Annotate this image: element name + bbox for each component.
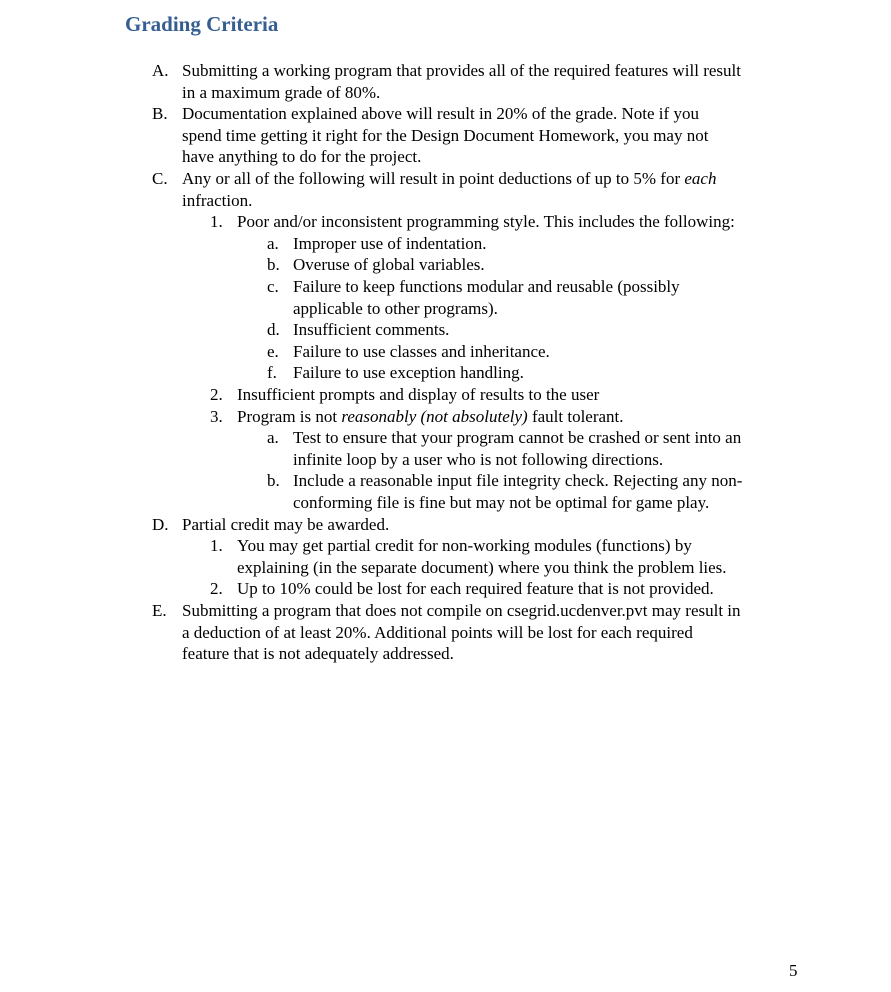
item-c1-text: Poor and/or inconsistent programming style. This includes the following: [237,212,735,232]
item-c1b-text: Overuse of global variables. [293,255,485,275]
item-e-line-1: Submitting a program that does not compile on csegrid.ucdenver.pvt may result in [182,601,741,620]
item-c1f-marker: f. [267,363,277,383]
item-d-line-1: Partial credit may be awarded. [182,514,390,534]
item-c3a-line-1: Test to ensure that your program cannot be crashed or sent into an [293,428,742,448]
item-c-line-1-text: Any or all of the following will result in point deductions of up to 5% for [182,169,685,188]
item-c1f-text: Failure to use exception handling. [293,363,524,383]
item-a-line-1: Submitting a working program that provides all of the required features will result [182,61,741,80]
page-number: 5 [789,961,798,980]
item-a-line-2: in a maximum grade of 80%. [182,82,381,102]
item-e-line-3: feature that is not adequately addressed. [182,644,454,664]
item-c3b-line-2: conforming file is fine but may not be optimal for game play. [293,493,710,512]
item-c3a-line-2: infinite loop by a user who is not following directions. [293,449,664,469]
item-c3-text-post: fault tolerant. [527,406,624,426]
item-c1c-line-1: Failure to keep functions modular and reusable (possibly [293,277,680,296]
item-c3-text-pre: Program is not [237,406,342,426]
item-c3a-marker: a. [267,428,279,448]
item-d1-marker: 1. [210,536,223,556]
item-c1e-marker: e. [267,341,279,361]
item-c3-text-emphasis: reasonably (not absolutely) [341,406,528,426]
item-b-line-3: have anything to do for the project. [182,147,422,167]
item-c1b-marker: b. [267,255,280,275]
item-b-line-1: Documentation explained above will result in 20% of the grade. Note if you [182,104,699,124]
item-c1-marker: 1. [210,212,223,232]
item-c1c-marker: c. [267,277,279,296]
item-b-line-2: spend time getting it right for the Design Document Homework, you may not [182,125,709,145]
item-c1a-text: Improper use of indentation. [293,233,487,253]
item-c1d-text: Insufficient comments. [293,320,450,340]
item-d2-marker: 2. [210,579,223,599]
item-c-marker: C. [152,169,168,188]
item-c1a-marker: a. [267,233,279,253]
item-c3-marker: 3. [210,406,223,426]
item-d-marker: D. [152,514,169,534]
item-c-line-1-emphasis: each [684,169,717,188]
item-a-marker: A. [152,61,169,80]
item-c2-marker: 2. [210,385,223,404]
item-c3-text [237,406,624,428]
item-d2-text: Up to 10% could be lost for each required feature that is not provided. [237,579,714,599]
item-c3b-marker: b. [267,471,280,491]
item-e-line-2: a deduction of at least 20%. Additional points will be lost for each required [182,622,693,642]
item-c2-text: Insufficient prompts and display of results to the user [237,385,600,404]
section-heading: Grading Criteria [125,12,279,36]
item-c3b-line-1: Include a reasonable input file integrity check. Rejecting any non- [293,471,743,491]
item-b-marker: B. [152,104,168,124]
item-d1-line-2: explaining (in the separate document) where you think the problem lies. [237,557,727,577]
item-c-line-1 [182,168,716,190]
item-c1e-text: Failure to use classes and inheritance. [293,341,550,361]
item-e-marker: E. [152,601,167,620]
item-c1c-line-2: applicable to other programs). [293,298,498,318]
item-c1d-marker: d. [267,320,280,340]
item-d1-line-1: You may get partial credit for non-working modules (functions) by [237,536,692,556]
item-c-line-2: infraction. [182,190,253,210]
